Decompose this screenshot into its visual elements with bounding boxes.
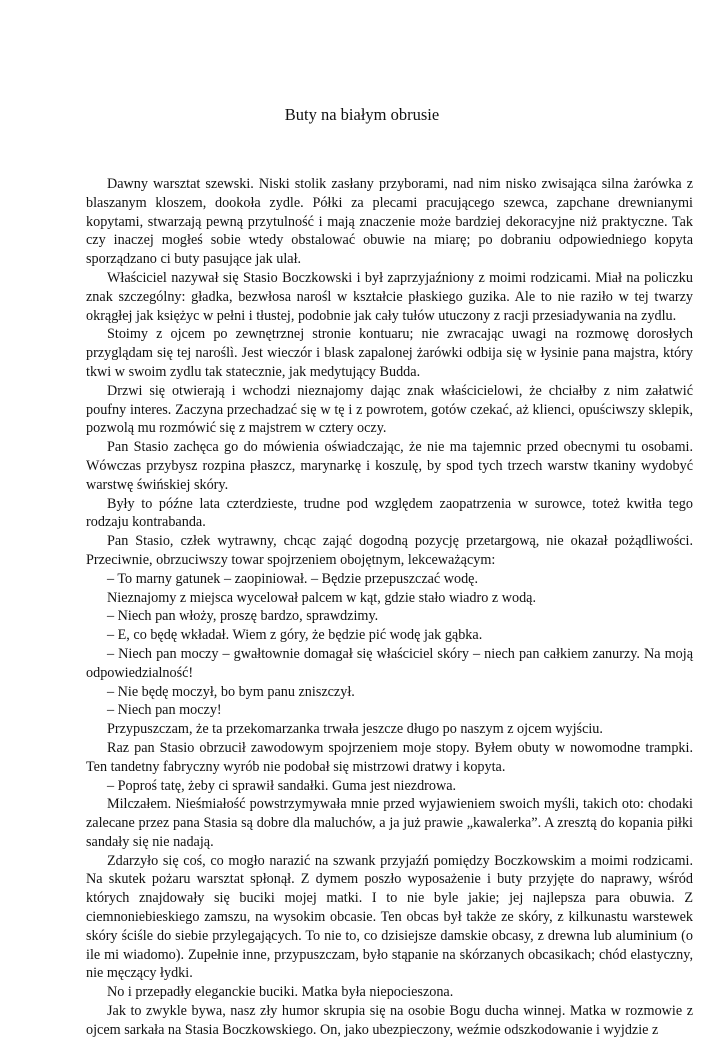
paragraph: Milczałem. Nieśmiałość powstrzymywała mnie przed wyjawieniem swoich myśli, takich oto: chodaki zalecane przez pana Stasia są dobre dla maluchów, a ja już prawie „kawalerka”. A zresztą do kopania piłki sandały się nie nadają. [86, 796, 693, 850]
paragraph: Dawny warsztat szewski. Niski stolik zasłany przyborami, nad nim nisko zwisająca silna żarówka z blaszanym kloszem, dookoła zydle. Półki za plecami pracującego szewca, zapchane drewnianymi kopytami, stwarzają pewną przytulność i mają znaczenie może bardziej dekoracyjne niż praktyczne. Tak czy inaczej mogłeś sobie wtedy obstalować obuwie na miarę; po dobraniu odpowiedniego kopyta sporządzano ci buty pasujące jak ulał. [86, 176, 693, 268]
paragraph: Właściciel nazywał się Stasio Boczkowski i był zaprzyjaźniony z moimi rodzicami. Miał na policzku znak szczególny: gładka, bezwłosa narośl w kształcie płaskiego guzika. Ale to nie raziło w tej twarzy okrągłej jak księżyc w pełni i tłustej, podobnie jak cały tułów utuczony z racji przesiadywania na zydlu. [86, 269, 693, 324]
dialogue-line: – E, co będę wkładał. Wiem z góry, że będzie pić wodę jak gąbka. [107, 627, 483, 644]
paragraph: Raz pan Stasio obrzucił zawodowym spojrzeniem moje stopy. Byłem obuty w nowomodne trampki. Ten tandetny fabryczny wyrób nie podobał się mistrzowi dratwy i kopyta. [86, 739, 693, 775]
dialogue-line: – Niech pan moczy – gwałtownie domagał się właściciel skóry – niech pan całkiem zanurzy. Na moją odpowiedzialność! [86, 645, 693, 681]
paragraph: Przypuszczam, że ta przekomarzanka trwała jeszcze długo po naszym z ojcem wyjściu. [107, 721, 603, 738]
paragraph: Zdarzyło się coś, co mogło narazić na szwank przyjaźń pomiędzy Boczkowskim a moimi rodzicami. Na skutek pożaru warsztat spłonął. Z dymem poszło wyposażenie i buty przyjęte do naprawy, wśród których znajdowały się buciki mojej matki. I to nie byle jakie; jej najlepsza para obuwia. Z ciemnoniebieskiego zamszu, na wysokim obcasie. Ten obcas był także ze skóry, z kilkunastu warstewek skóry ściśle do siebie przylegających. To nie to, co dzisiejsze damskie obcasy, z drewna lub aluminium (o ile mi wiadomo). Zupełnie inne, przypuszczam, było stąpanie na skórzanych obcasikach; chód elastyczny, nie męczący łydki. [86, 852, 693, 982]
paragraph: Były to późne lata czterdzieste, trudne pod względem zaopatrzenia w surowce, toteż kwitła tego rodzaju kontrabanda. [86, 495, 693, 531]
dialogue-line: – Niech pan włoży, proszę bardzo, sprawdzimy. [107, 608, 379, 625]
paragraph: No i przepadły eleganckie buciki. Matka była niepocieszona. [107, 984, 454, 1001]
paragraph: Nieznajomy z miejsca wycelował palcem w kąt, gdzie stało wiadro z wodą. [107, 589, 537, 606]
document-body [86, 175, 693, 1040]
paragraph: Pan Stasio, człek wytrawny, chcąc zająć dogodną pozycję przetargową, nie okazał pożądliwości. Przeciwnie, obrzuciwszy towar spojrzeniem obojętnym, lekceważącym: [86, 533, 693, 568]
paragraph: Pan Stasio zachęca go do mówienia oświadczając, że nie ma tajemnic przed obecnymi tu osobami. Wówczas przybysz rozpina płaszcz, marynarkę i koszulę, by spod tych trzech warstw tkaniny wydobyć warstwę świńskiej skóry. [86, 439, 693, 493]
paragraph: Jak to zwykle bywa, nasz zły humor skrupia się na osobie Bogu ducha winnej. Matka w rozmowie z ojcem sarkała na Stasia Boczkowskiego. On, jako ubezpieczony, weźmie odszkodowanie i wyjdzie z [86, 1003, 693, 1038]
paragraph: Drzwi się otwierają i wchodzi nieznajomy dając znak właścicielowi, że chciałby z nim załatwić poufny interes. Zaczyna przechadzać się w tę i z powrotem, gotów czekać, aż klienci, opuściwszy sklepik, pozwolą mu rozmówić się z majstrem w cztery oczy. [86, 382, 693, 437]
dialogue-line: – To marny gatunek – zaopiniował. – Będzie przepuszczać wodę. [107, 570, 479, 587]
document-title: Buty na białym obrusie [284, 105, 440, 124]
dialogue-line: – Niech pan moczy! [107, 702, 222, 719]
paragraph: Stoimy z ojcem po zewnętrznej stronie kontuaru; nie zwracając uwagi na rozmowę dorosłych przyglądam się tej naroślì. Jest wieczór i blask zapalonej żarówki odbija się w łysinie pana majstra, który tkwi w swoim zydlu tak statecznie, jak medytujący Budda. [86, 326, 693, 380]
dialogue-line: – Poproś tatę, żeby ci sprawił sandałki. Guma jest niezdrowa. [107, 777, 457, 794]
dialogue-line: – Nie będę moczył, bo bym panu zniszczył. [107, 683, 355, 700]
